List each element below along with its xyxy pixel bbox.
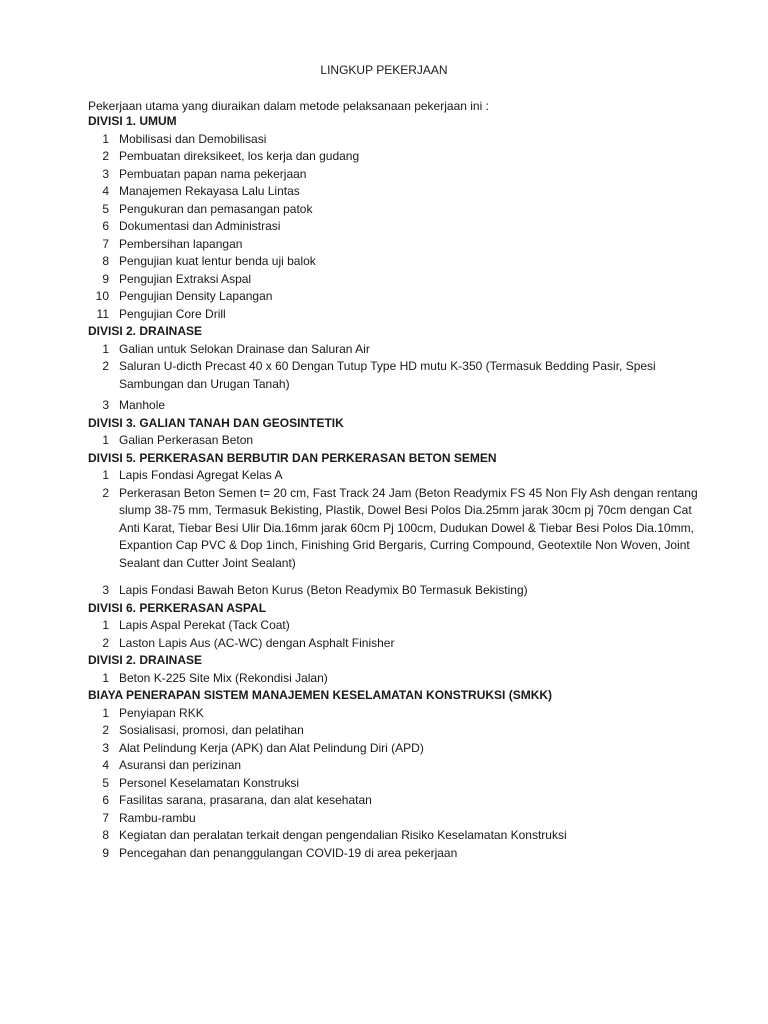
list-item xyxy=(88,183,698,201)
item-number: 1 xyxy=(102,618,109,632)
item-text: Pembuatan papan nama pekerjaan xyxy=(119,166,307,181)
item-number: 8 xyxy=(102,828,109,842)
list-item xyxy=(88,358,698,393)
list-item xyxy=(88,467,698,485)
item-number: 6 xyxy=(102,219,109,233)
list-item xyxy=(88,131,698,149)
item-text: Lapis Fondasi Bawah Beton Kurus (Beton Readymix B0 Termasuk Bekisting) xyxy=(119,583,528,597)
section-heading: DIVISI 1. UMUM xyxy=(88,114,177,128)
item-number: 4 xyxy=(102,184,109,198)
section-heading: DIVISI 2. DRAINASE xyxy=(88,653,203,667)
item-text: Penyiapan RKK xyxy=(119,705,204,720)
page-title: LINGKUP PEKERJAAN xyxy=(320,63,448,77)
intro-text: Pekerjaan utama yang diuraikan dalam metode pelaksanaan pekerjaan ini : xyxy=(88,99,489,113)
list-item xyxy=(88,432,698,450)
item-text: Sosialisasi, promosi, dan pelatihan xyxy=(119,723,304,737)
item-text: Dokumentasi dan Administrasi xyxy=(119,219,281,233)
item-text: Perkerasan Beton Semen t= 20 cm, Fast Track 24 Jam (Beton Readymix FS 45 Non Fly Ash dengan rentang slump 38-75 mm, Termasuk Bekisting, Plastik, Dowel Besi Polos Dia.25mm jarak 30cm pj 70cm dengan Cat Anti Karat, Tiebar Besi Ulir Dia.16mm jarak 60cm Pj 100cm, Dudukan Dowel & Tiebar Besi Polos Dia.10mm, Expantion Cap PVC & Dop 1inch, Finishing Grid Bergaris, Curring Compound, Geotextile Non Woven, Joint Sealant dan Cutter Joint Sealant) xyxy=(119,485,698,570)
item-text: Kegiatan dan peralatan terkait dengan pengendalian Risiko Keselamatan Konstruksi xyxy=(119,828,567,842)
item-text: Manajemen Rekayasa Lalu Lintas xyxy=(119,184,300,198)
list-item xyxy=(88,271,698,289)
list-item xyxy=(88,236,698,254)
item-text: Galian Perkerasan Beton xyxy=(119,433,254,447)
item-text: Asuransi dan perizinan xyxy=(119,758,242,772)
item-number: 7 xyxy=(102,236,109,251)
item-number: 6 xyxy=(102,793,109,807)
list-item xyxy=(88,617,698,635)
section-heading: DIVISI 3. GALIAN TANAH DAN GEOSINTETIK xyxy=(88,415,344,430)
item-number: 8 xyxy=(102,254,109,268)
list-item xyxy=(88,845,698,863)
list-item xyxy=(88,218,698,236)
item-text: Galian untuk Selokan Drainase dan Saluran Air xyxy=(119,341,370,356)
item-text: Fasilitas sarana, prasarana, dan alat kesehatan xyxy=(119,793,372,807)
list-item xyxy=(88,341,698,359)
work-scope-list xyxy=(88,113,698,862)
list-item xyxy=(88,705,698,723)
item-text: Pembersihan lapangan xyxy=(119,236,243,251)
list-item xyxy=(88,827,698,845)
item-text: Pengujian Core Drill xyxy=(119,306,226,321)
item-text: Rambu-rambu xyxy=(119,810,196,825)
item-number: 11 xyxy=(96,306,109,321)
list-item xyxy=(88,670,698,688)
list-item xyxy=(88,148,698,166)
item-number: 2 xyxy=(102,359,109,373)
item-number: 1 xyxy=(102,131,109,146)
item-number: 1 xyxy=(102,341,109,356)
list-item xyxy=(88,288,698,306)
list-item xyxy=(88,757,698,775)
list-item xyxy=(88,166,698,184)
item-number: 1 xyxy=(102,705,109,720)
list-item xyxy=(88,306,698,324)
item-number: 5 xyxy=(102,775,109,790)
item-number: 3 xyxy=(102,398,109,412)
item-number: 3 xyxy=(102,740,109,755)
item-text: Pengujian kuat lentur benda uji balok xyxy=(119,254,316,268)
item-number: 10 xyxy=(95,289,109,303)
list-item xyxy=(88,253,698,271)
item-number: 2 xyxy=(102,723,109,737)
item-text: Alat Pelindung Kerja (APK) dan Alat Pelindung Diri (APD) xyxy=(119,740,424,755)
section-heading: DIVISI 6. PERKERASAN ASPAL xyxy=(88,600,267,615)
list-item xyxy=(88,792,698,810)
item-number: 1 xyxy=(102,468,109,482)
section-heading: DIVISI 2. DRAINASE xyxy=(88,324,203,338)
list-item xyxy=(88,635,698,653)
item-number: 2 xyxy=(102,635,109,650)
item-text: Pembuatan direksikeet, los kerja dan gudang xyxy=(119,149,360,163)
item-number: 1 xyxy=(102,433,109,447)
item-number: 1 xyxy=(102,670,109,685)
item-text: Lapis Fondasi Agregat Kelas A xyxy=(119,468,283,482)
item-number: 3 xyxy=(102,583,109,597)
item-text: Beton K-225 Site Mix (Rekondisi Jalan) xyxy=(119,670,328,685)
item-text: Pengujian Extraksi Aspal xyxy=(119,271,252,286)
section-heading: DIVISI 5. PERKERASAN BERBUTIR DAN PERKERASAN BETON SEMEN xyxy=(88,450,497,465)
item-number: 5 xyxy=(102,201,109,216)
list-item xyxy=(88,397,698,415)
item-number: 3 xyxy=(102,166,109,181)
item-text: Saluran U-dicth Precast 40 x 60 Dengan Tutup Type HD mutu K-350 (Termasuk Bedding Pasir, Spesi Sambungan dan Urugan Tanah) xyxy=(119,359,656,391)
list-item xyxy=(88,582,698,600)
item-text: Personel Keselamatan Konstruksi xyxy=(119,775,300,790)
item-text: Manhole xyxy=(119,398,166,412)
item-number: 4 xyxy=(102,758,109,772)
list-item xyxy=(88,740,698,758)
list-item xyxy=(88,810,698,828)
section-heading: BIAYA PENERAPAN SISTEM MANAJEMEN KESELAMATAN KONSTRUKSI (SMKK) xyxy=(88,688,553,702)
item-text: Pengujian Density Lapangan xyxy=(119,289,273,303)
item-number: 7 xyxy=(102,810,109,825)
item-number: 2 xyxy=(102,149,109,163)
item-number: 9 xyxy=(102,271,109,286)
item-text: Pencegahan dan penanggulangan COVID-19 di area pekerjaan xyxy=(119,845,458,860)
item-text: Laston Lapis Aus (AC-WC) dengan Asphalt Finisher xyxy=(119,635,395,650)
item-text: Pengukuran dan pemasangan patok xyxy=(119,201,313,216)
list-item xyxy=(88,201,698,219)
item-number: 9 xyxy=(102,845,109,860)
list-item xyxy=(88,722,698,740)
item-number: 2 xyxy=(102,485,109,500)
item-text: Lapis Aspal Perekat (Tack Coat) xyxy=(119,618,290,632)
list-item xyxy=(88,775,698,793)
item-text: Mobilisasi dan Demobilisasi xyxy=(119,131,267,146)
list-item xyxy=(88,485,698,573)
